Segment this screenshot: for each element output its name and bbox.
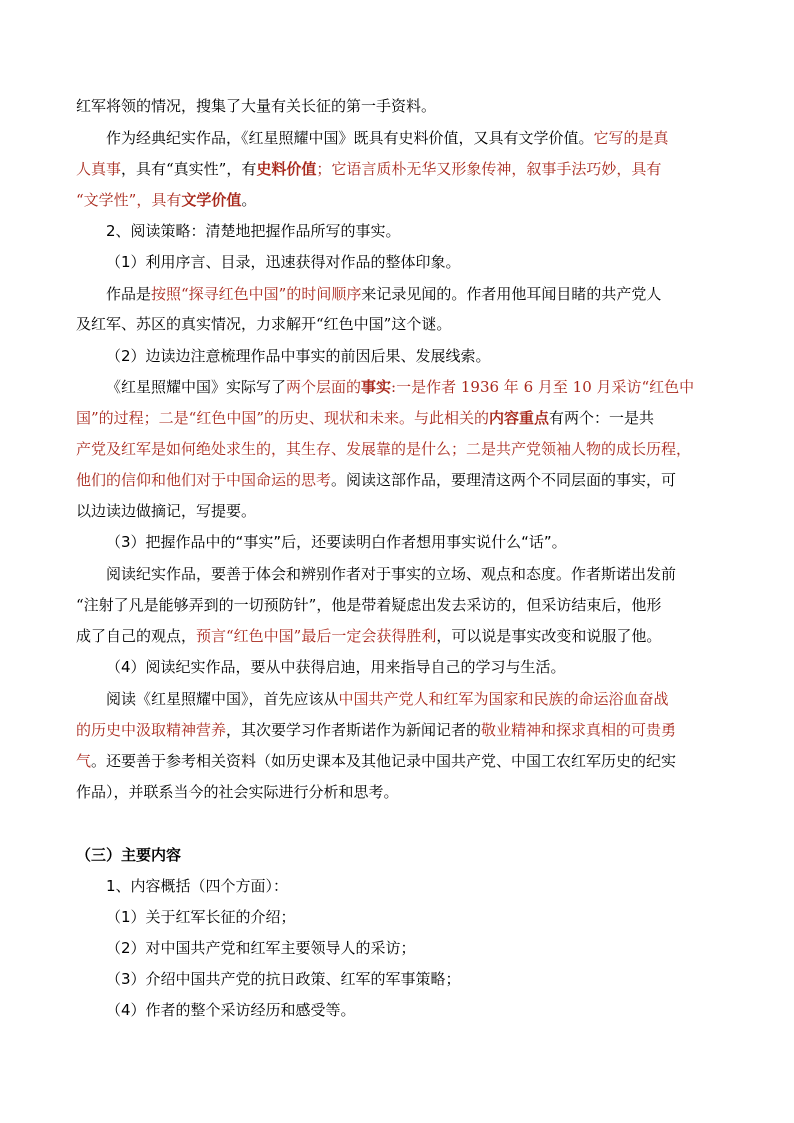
paragraph-line	[76, 751, 726, 771]
text-run: “注射了凡是能够弄到的一切预防针”，他是带着疑虑出发去采访的，但采访结束后，他形	[76, 596, 662, 614]
paragraph-line	[106, 689, 756, 709]
text-run: 来记录见闻的。作者用他耳闻目睹的共产党人	[361, 285, 662, 303]
highlight-text: 中国共产党人和红军为国家和民族的命运浴血奋战	[338, 690, 669, 708]
highlight-text: 产党及红军是如何绝处求生的，其生存、发展靠的是什么；二是共产党领袖人物的成长历程，	[76, 440, 692, 458]
list-item	[106, 938, 756, 958]
strategy-item	[106, 532, 756, 552]
text-run: 1、内容概括（四个方面）：	[106, 877, 289, 895]
text-run: 阅读《红星照耀中国》，首先应该从	[106, 690, 339, 708]
text-run: 及红军、苏区的真实情况，力求解开“红色中国”这个谜。	[76, 315, 452, 333]
paragraph-line	[76, 595, 726, 615]
paragraph-line	[76, 470, 726, 490]
paragraph-line	[76, 439, 726, 459]
text-run: （1）利用序言、目录，迅速获得对作品的整体印象。	[106, 253, 461, 271]
bold-highlight-text: 内容重点	[489, 409, 550, 427]
list-item	[106, 969, 756, 989]
bold-highlight-text: 事实	[361, 378, 392, 396]
text-run: ，可以说是事实改变和说服了他。	[436, 627, 662, 645]
highlight-text: :一是作者 1936 年 6 月至 10 月采访“红色中	[391, 378, 695, 396]
text-run: 。还要善于参考相关资料（如历史课本及其他记录中国共产党、中国工农红军历史的纪实	[91, 752, 677, 770]
bold-highlight-text: 史料价值	[256, 160, 317, 178]
paragraph-line	[106, 284, 756, 304]
paragraph-line	[76, 782, 726, 802]
highlight-text: “文学性”，具有	[76, 191, 182, 209]
paragraph-line	[106, 128, 756, 148]
text-run: 作为经典纪实作品，《红星照耀中国》既具有史料价值，又具有文学价值。	[106, 129, 594, 147]
text-run: （2）边读边注意梳理作品中事实的前因后果、发展线索。	[106, 347, 491, 365]
paragraph-line	[76, 626, 726, 646]
highlight-text: 它写的是真	[593, 129, 669, 147]
text-run: （4）作者的整个采访经历和感受等。	[106, 1001, 356, 1019]
highlight-text: ；它语言质朴无华又形象传神，叙事手法巧妙，具有	[316, 160, 662, 178]
highlight-text: 按照“探寻红色中国”的时间顺序	[151, 285, 362, 303]
highlight-text: 敬业精神和探求真相的可贵勇	[481, 721, 677, 739]
bold-highlight-text: 文学价值	[181, 191, 242, 209]
paragraph-line	[106, 377, 756, 397]
paragraph-line	[76, 159, 726, 179]
text-run: ，其次要学习作者斯诺作为新闻记者的	[226, 721, 482, 739]
strategy-item	[106, 657, 756, 677]
text-run: 作品是	[106, 285, 152, 303]
text-run: 。阅读这部作品，要理清这两个不同层面的事实，可	[331, 471, 677, 489]
text-run: 阅读纪实作品，要善于体会和辨别作者对于事实的立场、观点和态度。作者斯诺出发前	[106, 565, 677, 583]
text-run: 有两个：一是共	[549, 409, 655, 427]
strategy-item	[106, 346, 756, 366]
paragraph-line	[106, 564, 756, 584]
highlight-text: 他们的信仰和他们对于中国命运的思考	[76, 471, 332, 489]
section-heading	[76, 845, 726, 865]
text-run: （4）阅读纪实作品，要从中获得启迪，用来指导自己的学习与生活。	[106, 658, 566, 676]
highlight-text: 的历史中汲取精神营养	[76, 721, 227, 739]
text-run: （3）介绍中国共产党的抗日政策、红军的军事策略；	[106, 970, 461, 988]
paragraph-line	[76, 720, 726, 740]
highlight-text: 人真事	[76, 160, 122, 178]
highlight-text: 气	[76, 752, 92, 770]
text-run: 《红星照耀中国》实际写了	[106, 378, 287, 396]
highlight-text: 两个层面的	[286, 378, 362, 396]
highlight-text: 预言“红色中国”最后一定会获得胜利	[196, 627, 437, 645]
text-run: （2）对中国共产党和红军主要领导人的采访；	[106, 939, 416, 957]
paragraph-line	[76, 96, 726, 116]
text-run: （3）把握作品中的“事实”后，还要读明白作者想用事实说什么“话”。	[106, 533, 567, 551]
text-run: 2、阅读策略：清楚地把握作品所写的事实。	[106, 222, 401, 240]
text-run: 成了自己的观点，	[76, 627, 197, 645]
list-item	[106, 907, 756, 927]
paragraph-line	[76, 314, 726, 334]
paragraph-line	[76, 408, 726, 428]
text-run: 作品），并联系当今的社会实际进行分析和思考。	[76, 783, 399, 801]
strategy-heading	[106, 221, 756, 241]
text-run: （三）主要内容	[76, 846, 182, 864]
paragraph-line	[76, 501, 726, 521]
text-run: 以边读边做摘记，写提要。	[76, 502, 257, 520]
paragraph-line	[76, 190, 726, 210]
strategy-item	[106, 252, 756, 272]
text-run: （1）关于红军长征的介绍；	[106, 908, 296, 926]
text-run: 。	[241, 191, 257, 209]
list-item	[106, 1000, 756, 1020]
highlight-text: 国”的过程；二是“红色中国”的历史、现状和未来。与此相关的	[76, 409, 490, 427]
summary-heading	[106, 876, 756, 896]
text-run: 红军将领的情况，搜集了大量有关长征的第一手资料。	[76, 97, 437, 115]
text-run: ，具有“真实性”，有	[121, 160, 257, 178]
